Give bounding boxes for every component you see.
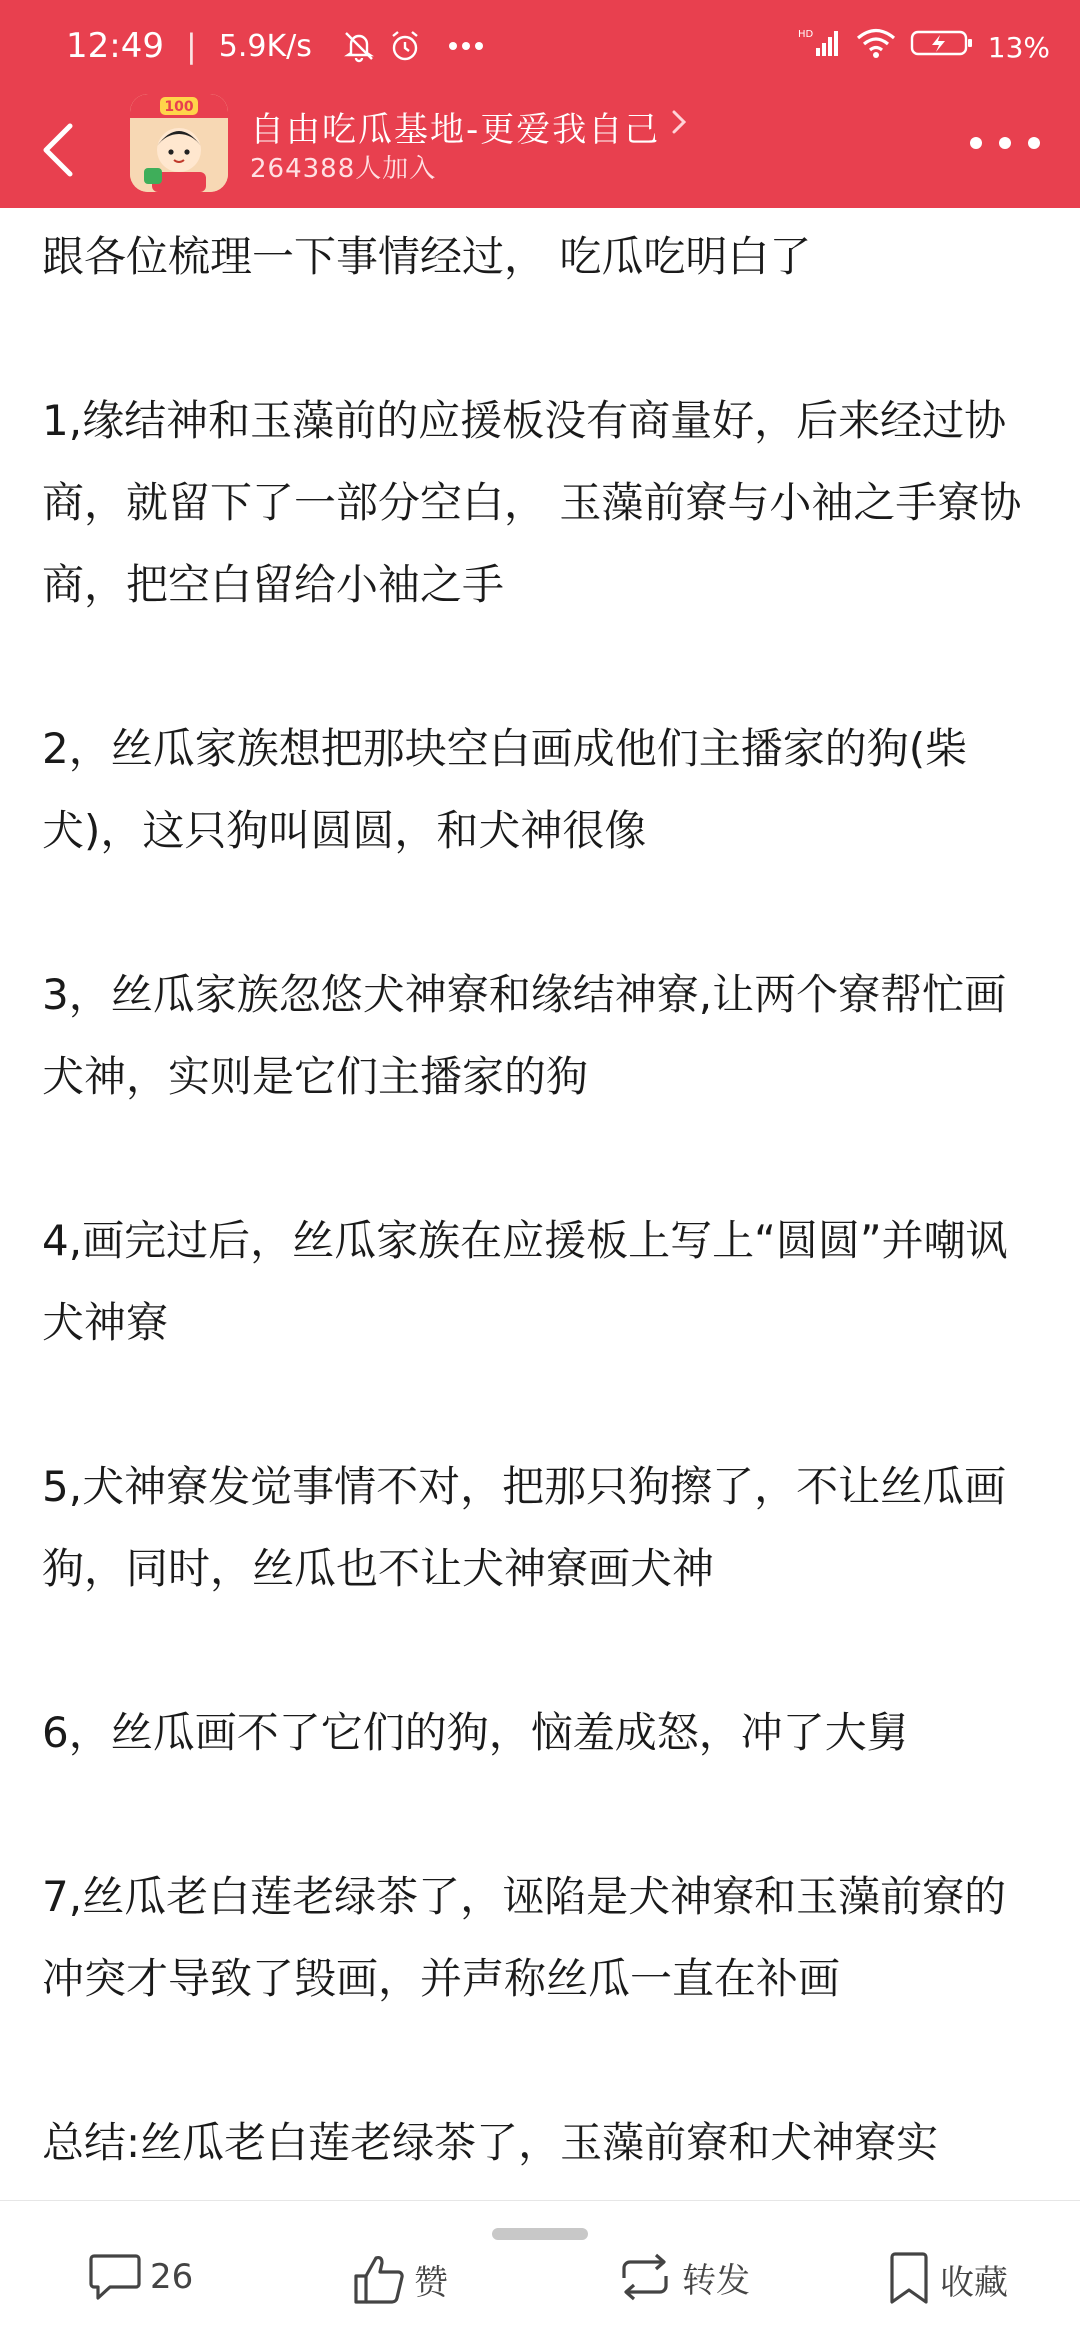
top-header bbox=[0, 0, 1080, 208]
post-paragraph: 2，丝瓜家族想把那块空白画成他们主播家的狗(柴犬)，这只狗叫圆圆，和犬神很像 bbox=[42, 724, 968, 855]
post-paragraph: 跟各位梳理一下事情经过， 吃瓜吃明白了 bbox=[42, 232, 812, 281]
comment-icon bbox=[88, 2252, 142, 2302]
member-count: 264388人加入 bbox=[250, 154, 437, 184]
chevron-right-icon[interactable] bbox=[668, 104, 692, 144]
status-bar bbox=[0, 0, 1080, 90]
post-paragraph: 3，丝瓜家族忽悠犬神寮和缘结神寮,让两个寮帮忙画犬神，实则是它们主播家的狗 bbox=[42, 970, 1007, 1101]
alarm-icon bbox=[388, 29, 422, 63]
back-button[interactable] bbox=[30, 110, 86, 190]
battery-percent: 13% bbox=[987, 30, 1050, 64]
more-dot-icon bbox=[1028, 137, 1040, 149]
wifi-icon bbox=[856, 27, 896, 67]
status-time: 12:49 bbox=[66, 26, 164, 66]
post-paragraph: 5,犬神寮发觉事情不对，把那只狗擦了，不让丝瓜画狗，同时，丝瓜也不让犬神寮画犬神 bbox=[42, 1462, 1007, 1593]
back-arrow-icon bbox=[38, 120, 78, 180]
favorite-button[interactable] bbox=[886, 2252, 1008, 2306]
mute-bell-icon bbox=[342, 29, 376, 63]
group-title[interactable]: 自由吃瓜基地-更爱我自己 bbox=[250, 110, 661, 150]
post-paragraph: 4,画完过后，丝瓜家族在应援板上写上“圆圆”并嘲讽犬神寮 bbox=[42, 1216, 1008, 1347]
post-paragraph: 7,丝瓜老白莲老绿茶了，诬陷是犬神寮和玉藻前寮的冲突才导致了毁画，并声称丝瓜一直在补画 bbox=[42, 1872, 1007, 2003]
battery-charging-icon bbox=[910, 27, 974, 67]
like-button[interactable] bbox=[352, 2252, 448, 2306]
post-paragraph: 6，丝瓜画不了它们的狗，恼羞成怒，冲了大舅 bbox=[42, 1708, 909, 1757]
overflow-dots-icon bbox=[448, 41, 484, 51]
post-paragraph: 总结:丝瓜老白莲老绿茶了，玉藻前寮和犬神寮实 bbox=[42, 2118, 939, 2167]
more-dot-icon bbox=[970, 137, 982, 149]
network-speed: 5.9K/s bbox=[218, 28, 312, 64]
share-button[interactable] bbox=[616, 2252, 750, 2302]
signal-icon bbox=[798, 26, 842, 68]
avatar-badge: 100 bbox=[164, 99, 194, 115]
post-content bbox=[42, 216, 1042, 2184]
more-dot-icon bbox=[999, 137, 1011, 149]
like-label: 赞 bbox=[414, 2262, 448, 2303]
post-paragraph: 1,缘结神和玉藻前的应援板没有商量好，后来经过协商，就留下了一部分空白， 玉藻前寮与小袖之手寮协商，把空白留给小袖之手 bbox=[42, 396, 1022, 609]
group-avatar[interactable] bbox=[130, 94, 228, 192]
more-options-button[interactable] bbox=[970, 128, 1040, 158]
status-separator: | bbox=[185, 27, 197, 65]
bookmark-icon bbox=[886, 2252, 932, 2306]
comment-button[interactable] bbox=[88, 2252, 193, 2302]
repost-icon bbox=[616, 2252, 674, 2302]
thumbs-up-icon bbox=[352, 2252, 406, 2306]
group-nav bbox=[0, 90, 1080, 208]
drag-handle[interactable] bbox=[492, 2228, 588, 2240]
share-label: 转发 bbox=[682, 2260, 750, 2301]
comment-count: 26 bbox=[150, 2257, 194, 2297]
favorite-label: 收藏 bbox=[940, 2262, 1008, 2303]
svg-text:HD: HD bbox=[797, 29, 813, 40]
